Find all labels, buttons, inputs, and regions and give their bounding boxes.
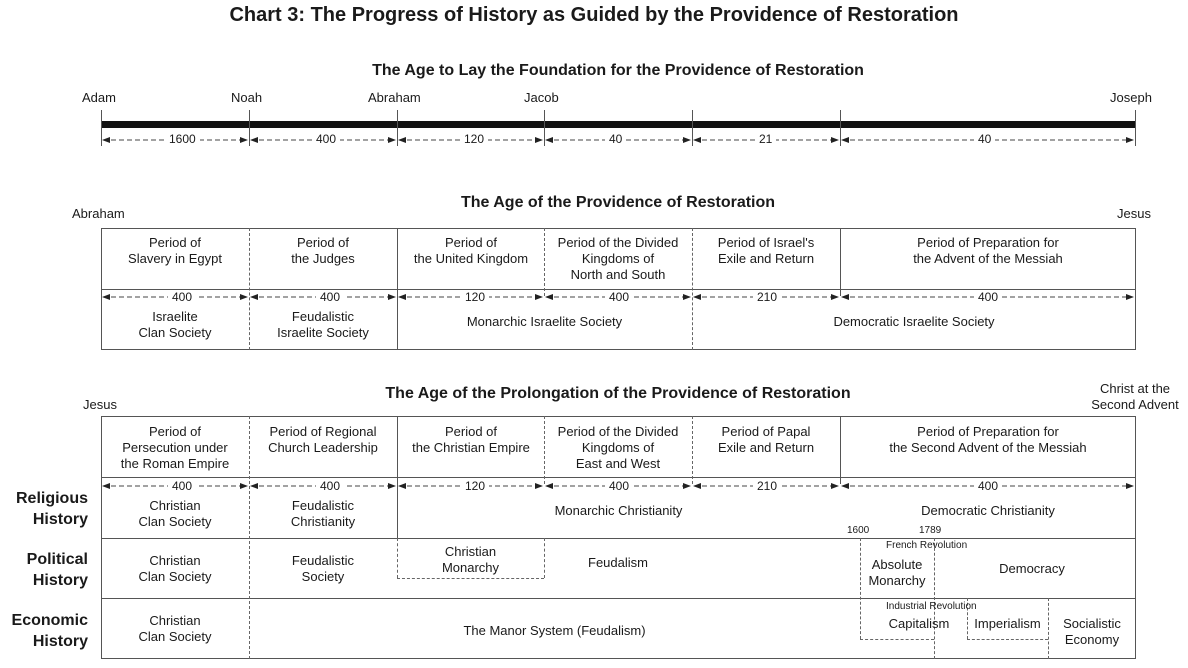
s2-period-1: Period of Slavery in Egypt bbox=[128, 235, 222, 266]
years-egypt: 21 bbox=[755, 132, 776, 146]
political-democracy: Democracy bbox=[999, 561, 1065, 576]
capitalism-bottom-line bbox=[860, 639, 934, 640]
s2-years-3: 120 bbox=[461, 290, 489, 304]
s3-period-6: Period of Preparation for the Second Advent of the Messiah bbox=[889, 424, 1087, 455]
economic-imperialism: Imperialism bbox=[974, 616, 1041, 631]
section3-end: Christ at the Second Advent bbox=[1091, 381, 1179, 412]
s2-period-6: Period of Preparation for the Advent of the Messiah bbox=[913, 235, 1063, 266]
s3-divider-religious bbox=[101, 538, 1136, 539]
religious-feudalistic: Feudalistic Christianity bbox=[290, 498, 356, 529]
label-economic-history: Economic History bbox=[11, 612, 88, 650]
s3-years-3: 120 bbox=[461, 479, 489, 493]
s3-divider-political bbox=[101, 598, 1136, 599]
s3-period-1: Period of Persecution under the Roman Empire bbox=[120, 424, 230, 471]
label-religious-history: Religious History bbox=[15, 490, 88, 528]
religious-democratic: Democratic Christianity bbox=[921, 503, 1055, 518]
s2-years-1: 400 bbox=[168, 290, 196, 304]
s2-years-4: 400 bbox=[605, 290, 633, 304]
section2-title: The Age of the Providence of Restoration bbox=[460, 194, 776, 211]
section3-start-jesus: Jesus bbox=[83, 397, 117, 412]
s2-years-2: 400 bbox=[316, 290, 344, 304]
s3-years-5: 210 bbox=[753, 479, 781, 493]
s3-divider-header bbox=[101, 477, 1136, 478]
s3-period-4: Period of the Divided Kingdoms of East and West bbox=[557, 424, 679, 471]
political-christian-monarchy: Christian Monarchy bbox=[441, 544, 500, 575]
section3-title: The Age of the Prolongation of the Providence of Restoration bbox=[385, 385, 851, 402]
chart-title: Chart 3: The Progress of History as Guided by the Providence of Restoration bbox=[229, 4, 959, 26]
name-noah: Noah bbox=[231, 90, 263, 105]
section2-start-abraham: Abraham bbox=[72, 206, 125, 221]
political-absolute-monarchy: Absolute Monarchy bbox=[868, 557, 926, 588]
name-jacob: Jacob bbox=[524, 90, 559, 105]
years-to-joseph: 40 bbox=[974, 132, 995, 146]
economic-socialistic: Socialistic Economy bbox=[1063, 616, 1121, 647]
economic-clan-society: Christian Clan Society bbox=[138, 613, 212, 644]
economic-capitalism: Capitalism bbox=[888, 616, 950, 631]
imperialism-bottom-line bbox=[967, 639, 1048, 640]
s2-period-2: Period of the Judges bbox=[291, 235, 355, 266]
section2-end-jesus: Jesus bbox=[1117, 206, 1151, 221]
s2-period-4: Period of the Divided Kingdoms of North and South bbox=[557, 235, 679, 282]
year-1789: 1789 bbox=[919, 525, 942, 536]
s3-period-3: Period of the Christian Empire bbox=[412, 424, 530, 455]
s2-society-3: Monarchic Israelite Society bbox=[466, 314, 623, 329]
s2-period-5: Period of Israel's Exile and Return bbox=[717, 235, 815, 266]
s3-period-5: Period of Papal Exile and Return bbox=[717, 424, 815, 455]
name-joseph: Joseph bbox=[1110, 90, 1152, 105]
economic-manor-system: The Manor System (Feudalism) bbox=[463, 623, 646, 638]
event-industrial-revolution: Industrial Revolution bbox=[886, 601, 977, 612]
section1-title: The Age to Lay the Foundation for the Providence of Restoration bbox=[372, 62, 864, 79]
s2-society-4: Democratic Israelite Society bbox=[833, 314, 995, 329]
label-political-history: Political History bbox=[26, 551, 88, 589]
s2-years-5: 210 bbox=[753, 290, 781, 304]
s3-period-2: Period of Regional Church Leadership bbox=[268, 424, 378, 455]
political-feudalistic-society: Feudalistic Society bbox=[291, 553, 355, 584]
s2-society-1: Israelite Clan Society bbox=[138, 309, 212, 340]
s2-years-6: 400 bbox=[974, 290, 1002, 304]
years-abraham-jacob: 120 bbox=[460, 132, 488, 146]
monarchy-bottom-line bbox=[397, 578, 544, 579]
s3-years-4: 400 bbox=[605, 479, 633, 493]
line-1789 bbox=[934, 538, 935, 659]
s2-society-2: Feudalistic Israelite Society bbox=[277, 309, 369, 340]
political-feudalism: Feudalism bbox=[588, 555, 648, 570]
s3-years-1: 400 bbox=[168, 479, 196, 493]
political-clan-society: Christian Clan Society bbox=[138, 553, 212, 584]
years-adam-noah: 1600 bbox=[165, 132, 200, 146]
religious-clan-society: Christian Clan Society bbox=[138, 498, 212, 529]
s3-years-2: 400 bbox=[316, 479, 344, 493]
s3-years-6: 400 bbox=[974, 479, 1002, 493]
religious-monarchic: Monarchic Christianity bbox=[554, 503, 683, 518]
name-abraham: Abraham bbox=[368, 90, 421, 105]
s2-period-3: Period of the United Kingdom bbox=[413, 235, 529, 266]
name-adam: Adam bbox=[82, 90, 116, 105]
years-noah-abraham: 400 bbox=[312, 132, 340, 146]
event-french-revolution: French Revolution bbox=[886, 540, 968, 551]
year-1600: 1600 bbox=[847, 525, 870, 536]
years-jacob-egypt: 40 bbox=[605, 132, 626, 146]
